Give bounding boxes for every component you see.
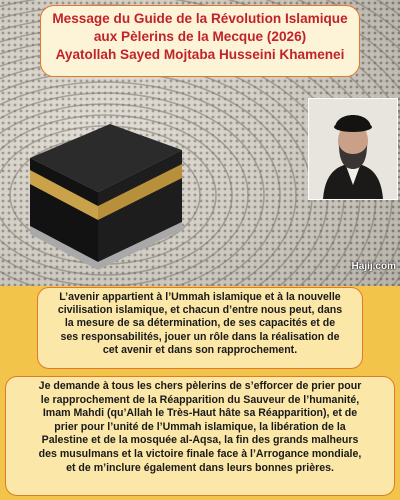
message2-line: Je demande à tous les chers pèlerins de s’efforcer de prier pour	[38, 380, 362, 392]
message2-line: Palestine et de la mosquée al-Aqsa, la fin des grands malheurs	[41, 434, 359, 447]
message2-line: prier pour l’unité de l’Ummah islamique, la libération de la	[54, 420, 346, 433]
message1-line: L’avenir appartient à l’Ummah islamique et à la nouvelle	[59, 291, 341, 303]
message1-line: cet avenir et dans son rapprochement.	[102, 343, 298, 356]
message2-line: des musulmans et la victoire finale face à l’Arrogance mondiale,	[38, 447, 362, 460]
message2-line: le rapprochement de la Réapparition du Sauveur de l’humanité,	[40, 393, 360, 406]
portrait-icon	[309, 99, 397, 199]
message2-line: et de m’inclure également dans leurs bonnes prières.	[66, 461, 334, 474]
message1-line: la mesure de sa détermination, de ses capacités et de	[64, 317, 336, 330]
title-line-2: aux Pèlerins de la Mecque (2026)	[93, 29, 307, 44]
message1-line: civilisation islamique, et chacun d’entre nous peut, dans	[57, 304, 343, 317]
message1-line: ses responsabilités, jouer un rôle dans la réalisation de	[60, 330, 340, 343]
title-line-1: Message du Guide de la Révolution Islamique	[52, 11, 348, 26]
title-line-3: Ayatollah Sayed Mojtaba Husseini Khamenei	[55, 47, 345, 62]
message-box-2	[5, 376, 395, 496]
title-banner	[40, 5, 360, 77]
source-credit: Hajij.com	[351, 261, 396, 272]
message2-line: Imam Mahdi (qu’Allah le Très-Haut hâte sa Réapparition), et de	[42, 407, 358, 420]
message-box-1	[37, 287, 363, 369]
portrait-photo	[308, 98, 398, 200]
